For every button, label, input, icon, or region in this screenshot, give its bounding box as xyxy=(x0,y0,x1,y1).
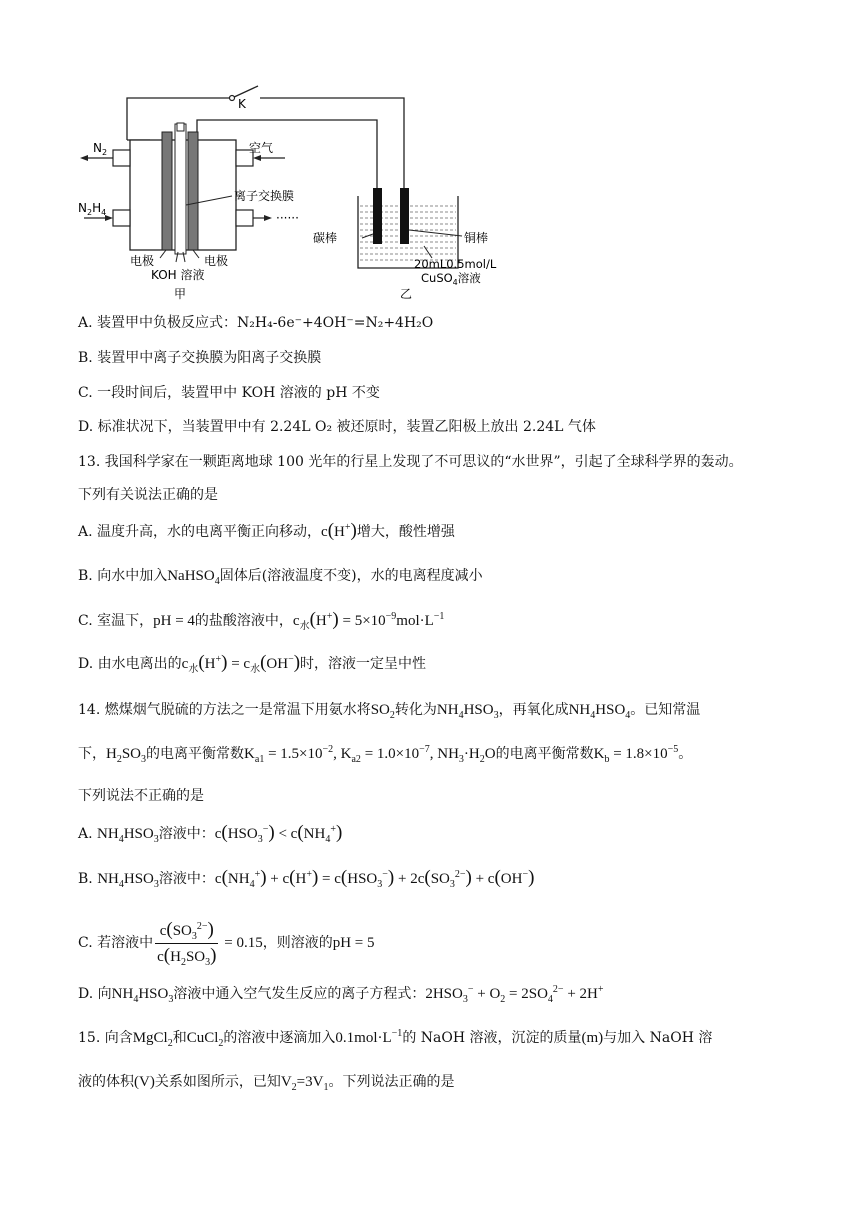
q14-nh4hso4: $NH_4HSO_4$ xyxy=(568,702,631,721)
q13-b-tail: 固体后(溶液温度不变)，水的电离程度减小 xyxy=(219,568,483,584)
left-electrode-label: 电极 xyxy=(130,254,155,268)
q13-option-d xyxy=(78,653,426,674)
q15-m: (m) xyxy=(581,1030,604,1046)
q14-a-formula: $c(HSO_3^-) < c(NH_4^+)$ xyxy=(214,822,343,845)
q14-stem-line1 xyxy=(78,700,700,720)
q13-option-b xyxy=(78,566,483,586)
q14-stem2-post: 。 xyxy=(678,746,693,762)
q13-stem-line1: 13. 我国科学家在一颗距离地球 100 光年的行星上发现了不可思议的“水世界”，引起了全球科学界的轰动。 xyxy=(78,454,743,470)
n2h4-label: $N_2H_4$ xyxy=(78,201,107,217)
q15-v: (V) xyxy=(134,1074,155,1090)
copper-rod-label: 铜棒 xyxy=(464,231,489,245)
q14-a-solution: $NH_4HSO_3$ xyxy=(97,826,159,845)
koh-label: KOH 溶液 xyxy=(151,268,205,282)
q13-a-formula: c(H+) xyxy=(321,520,357,541)
q14-b-label: B. xyxy=(78,871,93,887)
q14-d-text: D. 向 xyxy=(78,986,112,1002)
q14-d-mid: 溶液中通入空气发生反应的离子方程式： xyxy=(173,986,426,1002)
q14-stem1-post: 。已知常温 xyxy=(630,702,701,718)
label-jia: 甲 xyxy=(174,287,187,301)
carbon-rod-label: 碳棒 xyxy=(313,231,338,245)
q14-h2so3: $H_2SO_3$ xyxy=(106,746,147,765)
q14-stem-line3: 下列说法不正确的是 xyxy=(78,788,204,804)
q15-stem1-mid3: 与加入 NaOH 溶 xyxy=(603,1030,713,1046)
q15-mgcl2: MgCl$_2$ xyxy=(132,1030,173,1049)
q14-kb-value: $K_b = 1.8\times 10^{-5}$ xyxy=(593,744,679,765)
q15-concentration: $0.1mol\cdot L^{-1}$ xyxy=(335,1028,403,1046)
q15-stem1-mid: 的溶液中逐滴加入 xyxy=(223,1030,336,1046)
q15-stem-line2 xyxy=(78,1072,454,1092)
q15-stem2-mid: 关系如图所示，已知 xyxy=(154,1074,281,1090)
q14-nh4hso3: $NH_4HSO_3$ xyxy=(436,702,499,721)
q13-option-a xyxy=(78,521,455,542)
q13-a-text: A. 温度升高，水的电离平衡正向移动， xyxy=(78,524,322,540)
q13-c-text: C. 室温下， xyxy=(78,613,154,629)
q13-a-tail: 增大，酸性增强 xyxy=(356,524,455,540)
q13-option-c xyxy=(78,610,444,631)
solution-concentration-label: 20mL0.5mol/L xyxy=(414,257,497,271)
q14-a-mid: 溶液中： xyxy=(158,826,215,842)
switch-label: K xyxy=(238,97,246,111)
q14-ka-values: $K_{a1} = 1.5\times 10^{-2}$, $K_{a2} = 1.0\times 10^{-7}$, $NH_3\cdot H_2O$ xyxy=(244,744,496,765)
q14-c-text: C. 若溶液中 xyxy=(78,935,154,951)
q15-stem2-pre: 液的体积 xyxy=(78,1074,134,1090)
q14-so2: $SO_2$ xyxy=(370,702,395,721)
q12-option-d: D. 标准状况下，当装置甲中有 2.24L O₂ 被还原时，装置乙阳极上放出 2.24L 气体 xyxy=(78,419,596,435)
q14-c-ph: pH = 5 xyxy=(332,935,375,951)
q15-cucl2: CuCl$_2$ xyxy=(186,1030,224,1049)
q13-d-tail: 时，溶液一定呈中性 xyxy=(300,656,427,672)
q14-option-b xyxy=(78,868,534,889)
q14-stem-line2 xyxy=(78,744,692,764)
q15-stem2-post: 。下列说法正确的是 xyxy=(328,1074,455,1090)
right-electrode-label: 电极 xyxy=(204,254,229,268)
q14-option-d xyxy=(78,984,604,1004)
q14-c-fraction: $\frac{c(SO_3^{2-})}{c(H_2SO_3)}$ xyxy=(157,918,217,968)
electrochemistry-apparatus-diagram xyxy=(0,0,860,305)
outlet-dots: ······ xyxy=(276,211,299,225)
air-label: 空气 xyxy=(249,141,274,155)
q13-b-text: B. 向水中加入 xyxy=(78,568,168,584)
q15-stem-line1 xyxy=(78,1028,712,1048)
q13-d-text: D. 由水电离出的 xyxy=(78,656,182,672)
q13-stem-line2: 下列有关说法正确的是 xyxy=(78,487,218,503)
q14-c-value: = 0.15 xyxy=(220,935,263,951)
membrane-label: 离子交换膜 xyxy=(234,189,295,203)
q14-b-mid: 溶液中： xyxy=(158,871,215,887)
q12-option-a: A. 装置甲中负极反应式：N₂H₄-6e⁻+4OH⁻=N₂+4H₂O xyxy=(78,315,434,331)
q15-stem1-and: 和 xyxy=(172,1030,187,1046)
q14-stem2-pre: 下， xyxy=(78,746,106,762)
q14-b-solution: $NH_4HSO_3$ xyxy=(97,871,159,890)
q14-a-label: A. xyxy=(78,826,93,842)
q14-c-tail: ，则溶液的 xyxy=(262,935,333,951)
q13-c-ph: pH = 4 xyxy=(153,613,195,629)
q14-stem1-mid1: 转化为 xyxy=(394,702,437,718)
q13-c-formula: $c_水(H^+) = 5\times 10^{-9}mol\cdot L^{-1}$ xyxy=(292,609,445,632)
q13-d-formula: $c_水(H^+) = c_水(OH^-)$ xyxy=(181,652,301,675)
q14-option-c xyxy=(78,918,375,968)
q14-d-equation: $2HSO_3^- + O_2 = 2SO_4^{2-} + 2H^+$ xyxy=(425,984,604,1005)
q13-b-formula: NaHSO$_4$ xyxy=(167,568,220,587)
q12-option-c: C. 一段时间后，装置甲中 KOH 溶液的 pH 不变 xyxy=(78,385,380,401)
q15-stem1-pre: 15. 向含 xyxy=(78,1030,133,1046)
q14-stem1-pre: 14. 燃煤烟气脱硫的方法之一是常温下用氨水将 xyxy=(78,702,371,718)
cuso4-solution-label: CuSO$_4$溶液 xyxy=(421,271,481,287)
q13-c-mid: 的盐酸溶液中， xyxy=(194,613,293,629)
q14-option-a xyxy=(78,823,342,844)
q14-stem1-mid2: ，再氧化成 xyxy=(498,702,569,718)
q14-stem2-mid1: 的电离平衡常数 xyxy=(146,746,245,762)
q14-d-solution: $NH_4HSO_3$ xyxy=(111,986,174,1005)
q15-stem1-mid2: 的 NaOH 溶液，沉淀的质量 xyxy=(402,1030,582,1046)
q14-b-formula: $c(NH_4^+) + c(H^+) = c(HSO_3^-) + 2c(SO_3^{2-}) + c(OH^-)$ xyxy=(214,867,535,890)
n2-label: $N_2$ xyxy=(93,141,108,157)
q12-option-b: B. 装置甲中离子交换膜为阳离子交换膜 xyxy=(78,350,322,366)
q15-v-relation: $V_2=3V_1$ xyxy=(280,1074,329,1093)
q14-stem2-mid2: 的电离平衡常数 xyxy=(495,746,594,762)
label-yi: 乙 xyxy=(400,287,413,301)
